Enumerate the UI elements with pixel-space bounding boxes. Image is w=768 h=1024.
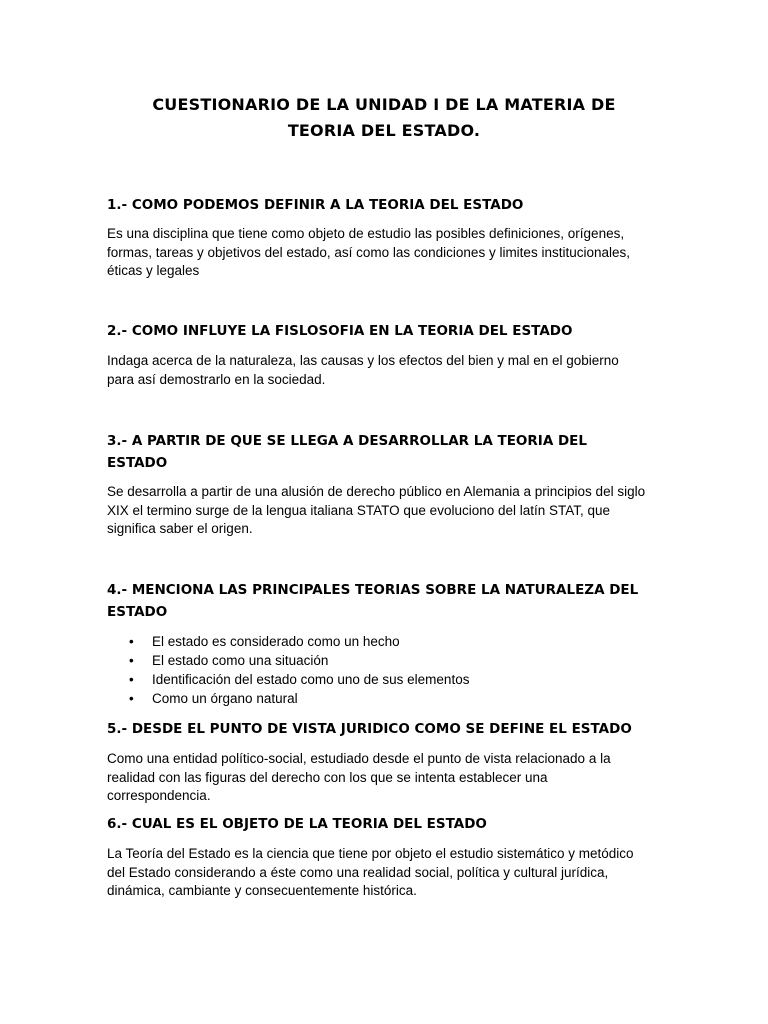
answer-line: Indaga acerca de la naturaleza, las causas y los efectos del bien y mal en el gobierno — [107, 353, 619, 368]
answer-line: La Teoría del Estado es la ciencia que tiene por objeto el estudio sistemático y metódico — [107, 846, 634, 861]
answer-line: formas, tareas y objetivos del estado, así como las condiciones y limites institucionales, — [107, 244, 630, 260]
question-4-heading — [107, 579, 667, 623]
question-6-answer — [107, 845, 667, 901]
question-1-answer — [107, 225, 667, 281]
list-item-text: El estado como una situación — [152, 653, 329, 668]
answer-line: XIX el termino surge de la lengua italiana STATO que evoluciono del latín STAT, que — [107, 502, 611, 518]
list-item — [107, 632, 667, 651]
question-4-bullet-list — [107, 632, 667, 708]
answer-line: correspondencia. — [107, 788, 211, 803]
bullet-icon: • — [129, 653, 134, 668]
list-item-text: Como un órgano natural — [152, 691, 298, 706]
list-item — [107, 651, 667, 670]
question-heading-line: ESTADO — [107, 604, 168, 620]
question-5-answer — [107, 750, 667, 806]
bullet-icon: • — [129, 691, 134, 706]
answer-line: realidad con las figuras del derecho con los que se intenta establecer una — [107, 769, 548, 785]
question-3-heading — [107, 430, 667, 474]
bullet-icon: • — [129, 672, 134, 687]
list-item-text: El estado es considerado como un hecho — [152, 634, 400, 649]
document-title-line: TEORIA DEL ESTADO. — [287, 121, 481, 140]
answer-line: significa saber el origen. — [107, 521, 253, 536]
document-title-line: CUESTIONARIO DE LA UNIDAD I DE LA MATERIA DE — [152, 95, 616, 114]
question-1-heading — [107, 194, 667, 216]
question-2-heading — [107, 320, 667, 342]
question-5-heading — [107, 718, 667, 740]
list-item — [107, 670, 667, 689]
answer-line: dinámica, cambiante y consecuentemente histórica. — [107, 883, 417, 898]
question-6-heading — [107, 813, 667, 835]
question-heading-line: 4.- MENCIONA LAS PRINCIPALES TEORIAS SOBRE LA NATURALEZA DEL — [107, 582, 639, 598]
answer-line: Se desarrolla a partir de una alusión de derecho público en Alemania a principios del siglo — [107, 484, 646, 499]
question-heading-line: 5.- DESDE EL PUNTO DE VISTA JURIDICO COMO SE DEFINE EL ESTADO — [107, 721, 632, 737]
question-heading-line: 2.- COMO INFLUYE LA FISLOSOFIA EN LA TEORIA DEL ESTADO — [107, 323, 573, 339]
list-item-text: Identificación del estado como uno de sus elementos — [152, 672, 470, 687]
answer-line: del Estado considerando a éste como una realidad social, política y cultural jurídica, — [107, 864, 609, 880]
question-heading-line: ESTADO — [107, 455, 168, 471]
answer-line: para así demostrarlo en la sociedad. — [107, 371, 326, 387]
bullet-icon: • — [129, 634, 134, 649]
question-3-answer — [107, 483, 667, 539]
question-2-answer — [107, 352, 667, 389]
answer-line: éticas y legales — [107, 263, 200, 278]
question-heading-line: 1.- COMO PODEMOS DEFINIR A LA TEORIA DEL ESTADO — [107, 197, 524, 213]
document-title — [108, 92, 660, 144]
question-heading-line: 3.- A PARTIR DE QUE SE LLEGA A DESARROLLAR LA TEORIA DEL — [107, 433, 587, 449]
question-heading-line: 6.- CUAL ES EL OBJETO DE LA TEORIA DEL ESTADO — [107, 816, 487, 832]
list-item — [107, 689, 667, 708]
answer-line: Es una disciplina que tiene como objeto de estudio las posibles definiciones, orígenes, — [107, 226, 625, 241]
answer-line: Como una entidad político-social, estudiado desde el punto de vista relacionado a la — [107, 751, 611, 766]
